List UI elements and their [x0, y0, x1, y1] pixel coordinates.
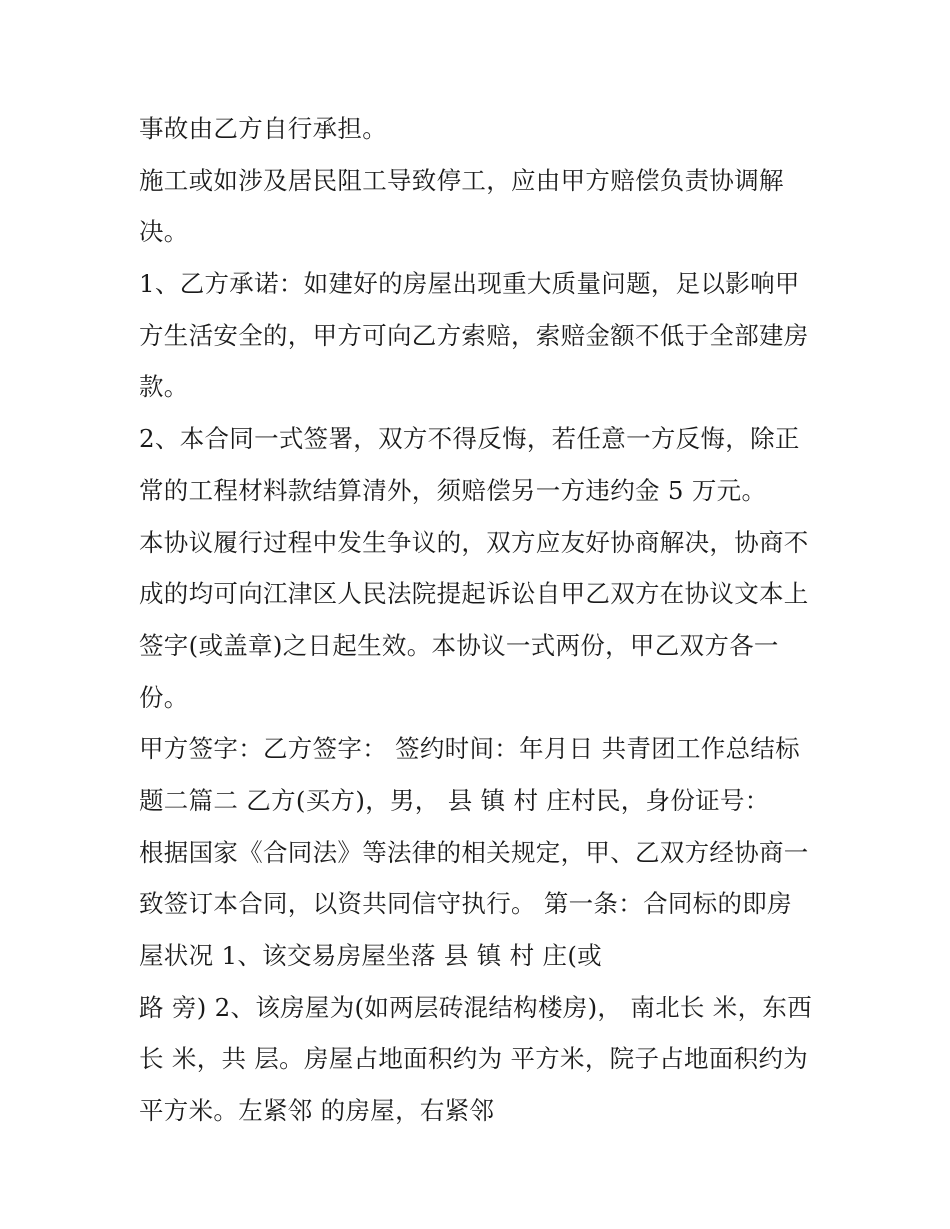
- text-line: 决。: [139, 217, 189, 247]
- text-line: 屋状况 1、该交易房屋坐落 县 镇 村 庄(或: [139, 941, 602, 970]
- text-line: 根据国家《合同法》等法律的相关规定，甲、乙双方经协商一: [139, 837, 809, 867]
- text-line: 1、乙方承诺：如建好的房屋出现重大质量问题，足以影响甲: [139, 269, 800, 299]
- text-line: 长 米，共 层。房屋占地面积约为 平方米，院子占地面积约为: [139, 1044, 809, 1074]
- text-line: 致签订本合同，以资共同信守执行。 第一条：合同标的即房: [139, 889, 792, 919]
- text-line: 常的工程材料款结算清外，须赔偿另一方违约金 5 万元。: [139, 475, 767, 505]
- text-line: 路 旁) 2、该房屋为(如两层砖混结构楼房)， 南北长 米，东西: [139, 992, 813, 1022]
- text-line: 成的均可向江津区人民法院提起诉讼自甲乙双方在协议文本上: [139, 579, 809, 609]
- text-line: 份。: [139, 682, 189, 712]
- text-line: 方生活安全的，甲方可向乙方索赔，索赔金额不低于全部建房: [139, 320, 809, 350]
- text-line: 平方米。左紧邻 的房屋，右紧邻: [139, 1096, 495, 1126]
- text-line: 签字(或盖章)之日起生效。本协议一式两份，甲乙双方各一: [139, 630, 779, 660]
- text-line: 2、本合同一式签署，双方不得反悔，若任意一方反悔，除正: [139, 424, 800, 454]
- text-line: 款。: [139, 372, 189, 402]
- text-line: 题二篇二 乙方(买方)，男， 县 镇 村 庄村民，身份证号：: [139, 785, 770, 815]
- text-line: 事故由乙方自行承担。: [139, 114, 387, 143]
- text-line: 施工或如涉及居民阻工导致停工，应由甲方赔偿负责协调解: [139, 165, 784, 195]
- document-body: [139, 103, 829, 1137]
- text-line: 本协议履行过程中发生争议的，双方应友好协商解决，协商不: [139, 527, 809, 557]
- text-line: 甲方签字：乙方签字： 签约时间：年月日 共青团工作总结标: [139, 734, 800, 764]
